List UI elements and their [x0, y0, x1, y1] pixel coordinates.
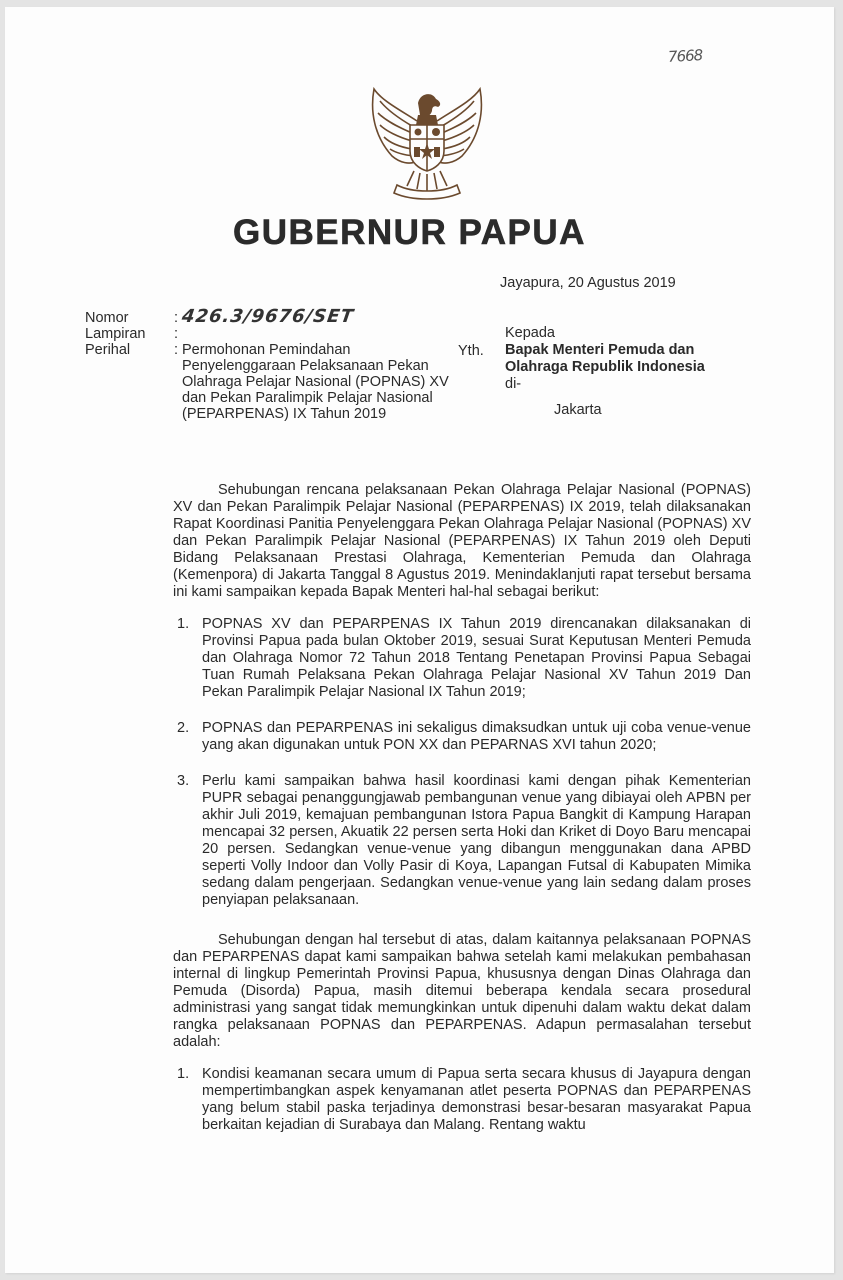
nomor-value: 426.3/9676/SET: [180, 306, 356, 327]
paragraph-1: Sehubungan rencana pelaksanaan Pekan Olahraga Pelajar Nasional (POPNAS) XV dan Pekan Paralimpik Pelajar Nasional (PEPARPENAS) IX 2019, telah dilaksanakan Rapat Koordinasi Panitia Penyelenggara Pekan Olahraga Pelajar Nasional (POPNAS) XV dan Pekan Paralimpik Pelajar Nasional (PEPARPENAS) IX Tahun 2019 oleh Deputi Bidang Pelaksanaan Prestasi Olahraga, Kementerian Pemuda dan Olahraga (Kemenpora) di Jakarta Tanggal 8 Agustus 2019. Menindaklanjuti rapat tersebut bersama ini kami sampaikan kepada Bapak Menteri hal-hal sebagai berikut:: [173, 482, 751, 600]
numbered-list-2: [173, 1066, 751, 1134]
list-item: 2. POPNAS dan PEPARPENAS ini sekaligus dimaksudkan untuk uji coba venue-venue yang akan digunakan untuk PON XX dan PEPARNAS XVI tahun 2020;: [177, 720, 751, 753]
list-item: 1. POPNAS XV dan PEPARPENAS IX Tahun 2019 direncanakan dilaksanakan di Provinsi Papua pada bulan Oktober 2019, sesuai Surat Keputusan Menteri Pemuda dan Olahraga Nomor 72 Tahun 2018 Tentang Penetapan Provinsi Papua Sebagai Tuan Rumah Pelaksana Pekan Olahraga Pelajar Nasional XV Tahun 2019 Dan Pekan Paralimpik Pelajar Nasional IX Tahun 2019;: [177, 616, 751, 700]
yth-label: Yth.: [458, 343, 484, 359]
perihal-row: [85, 342, 462, 422]
recipient-block: [505, 325, 705, 419]
perihal-value: Permohonan Pemindahan Penyelenggaraan Pelaksanaan Pekan Olahraga Pelajar Nasional (POPNAS) XV dan Pekan Paralimpik Pelajar Nasional (PEPARPENAS) IX Tahun 2019: [182, 342, 449, 422]
letterhead-title: GUBERNUR PAPUA: [233, 213, 586, 252]
paragraph-2: Sehubungan dengan hal tersebut di atas, dalam kaitannya pelaksanaan POPNAS dan PEPARPENAS dapat kami sampaikan bahwa setelah kami melakukan pembahasan internal di lingkup Pemerintah Provinsi Papua, khususnya dengan Dinas Olahraga dan Pemuda (Disorda) Papua, masih ditemui beberapa kendala secara prosedural administrasi yang sangat tidak memungkinkan untuk dipenuhi dalam waktu dekat dalam rangka pelaksanaan POPNAS dan PEPARPENAS. Adapun permasalahan tersebut adalah:: [173, 932, 751, 1050]
di-label: di-: [505, 376, 522, 392]
colon: :: [174, 342, 179, 358]
numbered-list-1: [173, 616, 751, 909]
colon: :: [174, 326, 179, 342]
handwritten-number: 7668: [667, 46, 703, 66]
recipient-name-line2: Olahraga Republik Indonesia: [505, 359, 705, 375]
list-item: 3. Perlu kami sampaikan bahwa hasil koordinasi kami dengan pihak Kementerian PUPR sebagai penanggungjawab pembangunan venue yang dibiayai oleh APBN per akhir Juli 2019, kemajuan pembangunan Istora Papua Bangkit di Kampung Harapan mencapai 32 persen, Akuatik 22 persen serta Hoki dan Kriket di Doyo Baru mencapai 20 persen. Sedangkan venue-venue yang dibangun menggunakan dana APBD seperti Volly Indoor dan Volly Pasir di Koya, Lapangan Futsal di Kabupaten Mimika sedang dalam pengerjaan. Sedangkan venue-venue yang lain sedang dalam proses penyiapan pelaksanaan.: [177, 773, 751, 908]
recipient-city: Jakarta: [554, 402, 602, 418]
garuda-emblem-icon: [362, 81, 492, 205]
letter-body: [173, 482, 751, 1134]
lampiran-value: [182, 326, 462, 342]
place-date: Jayapura, 20 Agustus 2019: [500, 275, 676, 291]
recipient-name-line1: Bapak Menteri Pemuda dan: [505, 342, 695, 358]
letter-meta: [85, 306, 462, 422]
list-item: 1. Kondisi keamanan secara umum di Papua serta secara khusus di Jayapura dengan mempertimbangkan aspek kenyamanan atlet peserta POPNAS dan PEPARPENAS yang belum stabil paska terjadinya demonstrasi besar-besaran masyarakat Papua berkaitan kejadian di Surabaya dan Malang. Rentang waktu: [177, 1066, 751, 1133]
perihal-label: Perihal: [85, 342, 131, 358]
nomor-row: [85, 306, 462, 327]
colon: :: [174, 310, 179, 326]
letter-page: [5, 7, 834, 1273]
lampiran-row: [85, 326, 462, 342]
kepada-label: Kepada: [505, 325, 555, 341]
nomor-label: Nomor: [85, 310, 129, 326]
lampiran-label: Lampiran: [85, 326, 146, 342]
